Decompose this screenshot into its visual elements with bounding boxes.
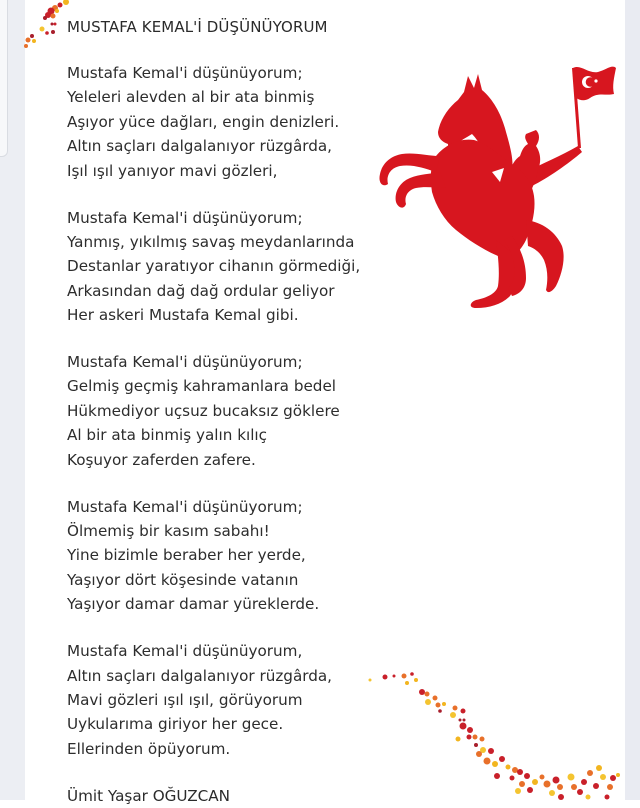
poem-line: Yanmış, yıkılmış savaş meydanlarında: [67, 232, 355, 251]
poem-line: Mustafa Kemal'i düşünüyorum;: [67, 353, 303, 372]
poem-line: Mustafa Kemal'i düşünüyorum;: [67, 64, 303, 82]
poem-line: Yeleleri alevden al bir ata binmiş: [67, 88, 315, 107]
stanza-1: [67, 61, 397, 183]
poem-line: Altın saçları dalgalanıyor rüzgârda,: [67, 137, 333, 156]
poem-line: Ölmemiş bir kasım sabahı!: [67, 522, 270, 540]
poem-line: Mustafa Kemal'i düşünüyorum;: [67, 497, 303, 516]
leaf-confetti-bottom-right: [360, 660, 630, 800]
poem-line: Mustafa Kemal'i düşünüyorum;: [67, 208, 303, 227]
stanza-3: [67, 350, 397, 472]
poem-line: Uykularıma giriyor her gece.: [67, 715, 284, 734]
stanza-5: [67, 639, 397, 761]
horse-rider-flag-icon: [376, 60, 616, 310]
poem-line: Yine bizimle beraber her yerde,: [67, 546, 306, 565]
poem-line: Yaşıyor damar damar yüreklerde.: [67, 595, 320, 614]
poem-line: Yaşıyor dört köşesinde vatanın: [67, 570, 299, 589]
poem-title: MUSTAFA KEMAL'İ DÜŞÜNÜYORUM: [67, 18, 328, 36]
poem-line: Işıl ışıl yanıyor mavi gözleri,: [67, 161, 278, 180]
poem-line: Hükmediyor uçsuz bucaksız göklere: [67, 401, 340, 420]
poem: [67, 15, 397, 808]
poem-line: Mustafa Kemal'i düşünüyorum,: [67, 642, 303, 661]
poem-line: Ellerinden öpüyorum.: [67, 739, 231, 758]
poem-line: Mavi gözleri ışıl ışıl, görüyorum: [67, 690, 303, 709]
poem-line: Gelmiş geçmiş kahramanlara bedel: [67, 377, 337, 396]
poem-line: Al bir ata binmiş yalın kılıç: [67, 426, 267, 445]
poem-line: Her askeri Mustafa Kemal gibi.: [67, 306, 299, 325]
poem-line: Arkasından dağ dağ ordular geliyor: [67, 281, 335, 300]
poem-author: Ümit Yaşar OĞUZCAN: [67, 786, 231, 805]
poem-line: Destanlar yaratıyor cihanın görmediği,: [67, 257, 361, 276]
stanza-4: [67, 495, 397, 617]
poem-line: Aşıyor yüce dağları, engin denizleri.: [67, 112, 340, 131]
stanza-2: [67, 206, 397, 328]
previous-card-edge: [0, 0, 8, 157]
poem-line: Altın saçları dalgalanıyor rüzgârda,: [67, 666, 333, 685]
poem-line: Koşuyor zaferden zafere.: [67, 450, 256, 469]
